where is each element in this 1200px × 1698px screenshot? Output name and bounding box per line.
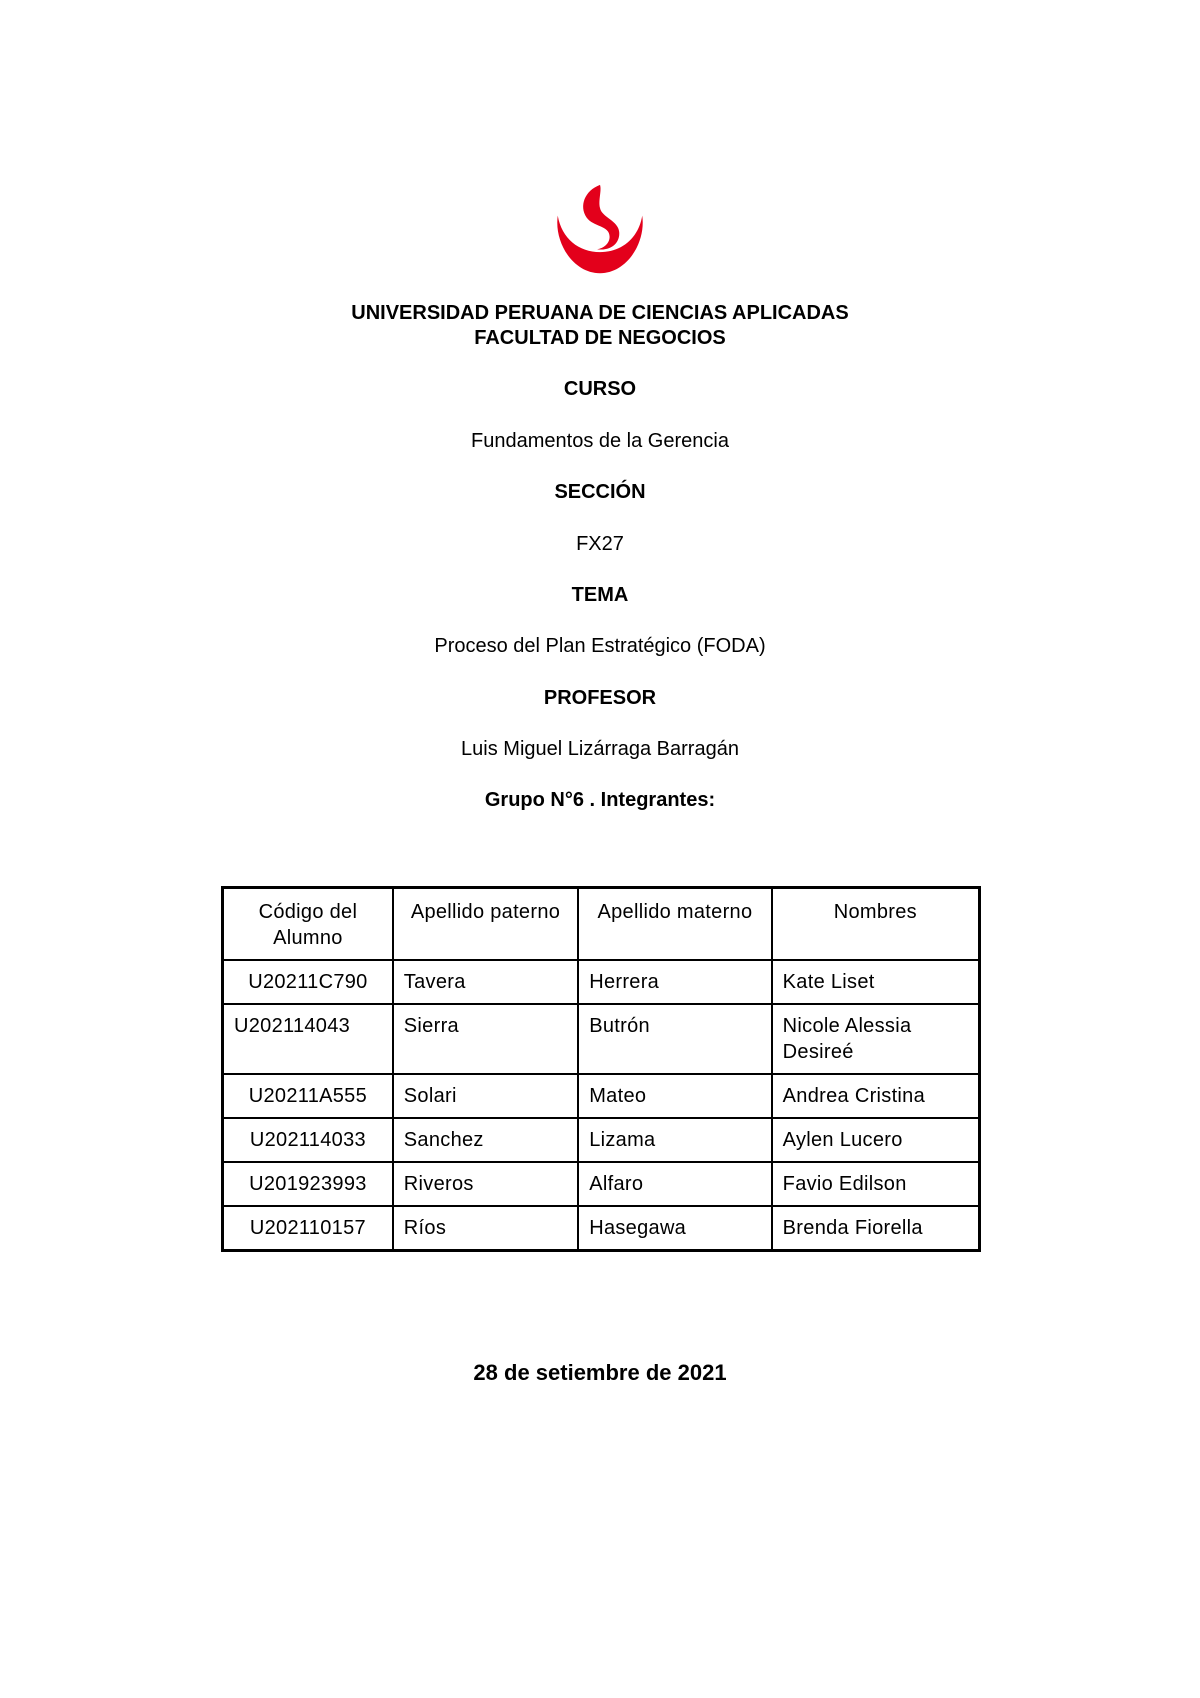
cell-paternal: Riveros <box>393 1162 578 1206</box>
cell-maternal: Herrera <box>578 960 771 1004</box>
table-row <box>223 1162 980 1206</box>
cell-maternal: Mateo <box>578 1074 771 1118</box>
cell-code: U202110157 <box>223 1206 393 1251</box>
header-code: Código del Alumno <box>223 888 393 961</box>
university-name: UNIVERSIDAD PERUANA DE CIENCIAS APLICADAS <box>351 302 849 324</box>
course-value: Fundamentos de la Gerencia <box>471 430 729 452</box>
cell-paternal: Solari <box>393 1074 578 1118</box>
header-paternal: Apellido paterno <box>393 888 578 961</box>
faculty-name: FACULTAD DE NEGOCIOS <box>474 327 726 349</box>
university-logo-icon <box>552 183 648 279</box>
header-names: Nombres <box>772 888 980 961</box>
document-date: 28 de setiembre de 2021 <box>473 1360 727 1385</box>
cell-maternal: Hasegawa <box>578 1206 771 1251</box>
header-maternal: Apellido materno <box>578 888 771 961</box>
table-header-row <box>223 888 980 961</box>
cell-code: U202114043 <box>223 1004 393 1074</box>
cell-paternal: Sanchez <box>393 1118 578 1162</box>
course-label: CURSO <box>563 378 637 400</box>
cell-names: Kate Liset <box>772 960 980 1004</box>
cell-paternal: Ríos <box>393 1206 578 1251</box>
cell-paternal: Sierra <box>393 1004 578 1074</box>
group-label: Grupo N°6 . Integrantes: <box>484 789 716 811</box>
cell-names: Brenda Fiorella <box>772 1206 980 1251</box>
cell-maternal: Butrón <box>578 1004 771 1074</box>
cell-names: Favio Edilson <box>772 1162 980 1206</box>
cell-names: Andrea Cristina <box>772 1074 980 1118</box>
section-value: FX27 <box>576 533 624 555</box>
professor-label: PROFESOR <box>543 687 657 709</box>
members-table <box>221 886 981 1252</box>
professor-value: Luis Miguel Lizárraga Barragán <box>461 738 739 760</box>
table-row <box>223 1004 980 1074</box>
cell-paternal: Tavera <box>393 960 578 1004</box>
table-row <box>223 1118 980 1162</box>
cell-names: Aylen Lucero <box>772 1118 980 1162</box>
cell-maternal: Alfaro <box>578 1162 771 1206</box>
cell-names: Nicole Alessia Desireé <box>772 1004 980 1074</box>
cell-maternal: Lizama <box>578 1118 771 1162</box>
section-label: SECCIÓN <box>554 481 646 503</box>
cell-code: U20211C790 <box>223 960 393 1004</box>
topic-label: TEMA <box>571 584 629 606</box>
table-row <box>223 1074 980 1118</box>
cell-code: U202114033 <box>223 1118 393 1162</box>
table-row <box>223 960 980 1004</box>
table-row <box>223 1206 980 1251</box>
cell-code: U20211A555 <box>223 1074 393 1118</box>
cell-code: U201923993 <box>223 1162 393 1206</box>
topic-value: Proceso del Plan Estratégico (FODA) <box>434 635 766 657</box>
